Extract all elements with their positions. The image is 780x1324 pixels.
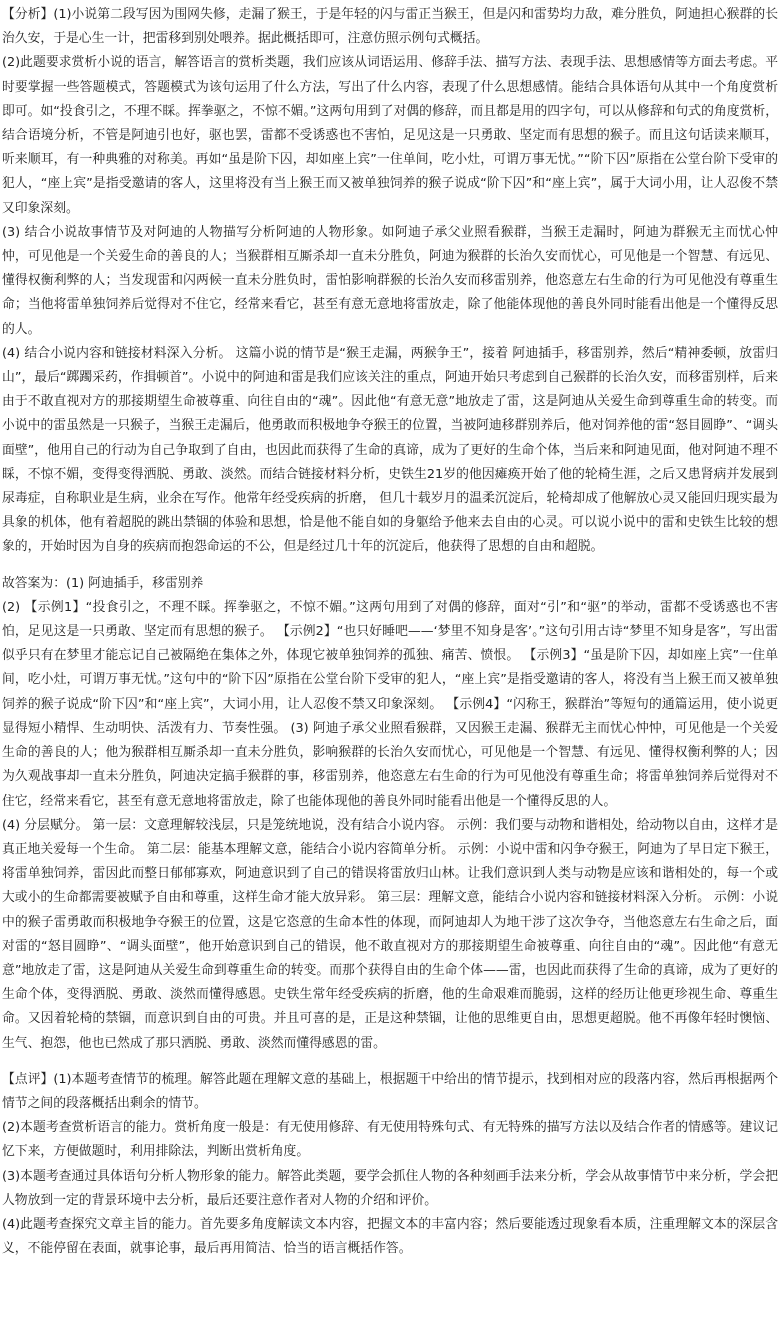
answer-paragraph-1: 故答案为：(1) 阿迪插手，移雷别养 <box>2 575 204 591</box>
analysis-paragraph-2: (2)此题要求赏析小说的语言，解答语言的赏析类题，我们应该从词语运用、修辞手法、描写方法、表现手法、思想感情等方面去考虑。平时要掌握一些答题模式，答题模式为该句运用了什么方法，写出了什么内容，表现了什么思想感情。能结合具体语句从其中一个角度赏析即可。如“投食引之，不理不睬。挥拳驱之，不惊不媚。”这两句用到了对偶的修辞，而且都是用的四字句，可以从修辞和句式的角度赏析，结合语境分析，不管是阿迪引也好，驱也罢，雷都不受诱惑也不害怕，足见这是一只勇敢、坚定而有思想的猴子。而且这句话读来顺耳，听来顺耳，有一种典雅的对称美。再如“虽是阶下囚，却如座上宾”一住单间，吃小灶，可谓万事无忧。”“阶下囚”原指在公堂台阶下受审的犯人，“座上宾”是指受邀请的客人，这里将没有当上猴王而又被单独饲养的猴子说成“阶下囚”和“座上宾”，属于大词小用，让人忍俊不禁又印象深刻。 <box>2 55 778 216</box>
answer-paragraph-2: (2) 【示例1】“投食引之，不理不睬。挥拳驱之，不惊不媚。”这两句用到了对偶的修辞，面对“引”和“驱”的举动，雷都不受诱惑也不害怕，足见这是一只勇敢、坚定而有思想的猴子。 【示例2】“也只好睡吧——‘梦里不知身是客’。”这句引用古诗“梦里不知身是客”，写出雷似乎只有在梦里才能忘记自己被隔绝在集体之外，体现它被单独饲养的孤独、痛苦、愤恨。 【示例3】“虽是阶下囚，却如座上宾”一住单间，吃小灶，可谓万事无忧。”这句中的“阶下囚”原指在公堂台阶下受审的犯人，“座上宾”是指受邀请的客人，将没有当上猴王而又被单独饲养的猴子说成“阶下囚”和“座上宾”，大词小用，让人忍俊不禁又印象深刻。 【示例4】“闪称王，猴群治”等短句的通篇运用，使小说更显得短小精悍、生动明快、活泼有力、节奏性强。 (3) 阿迪子承父业照看猴群，又因猴王走漏、猴群无主而忧心忡忡，可见他是一个关爱生命的善良的人；他为猴群相互厮杀却一直未分胜负，影响猴群的长治久安而忧心，可见他是一个智慧、有远见、懂得权衡利弊的人；因为久观战事却一直未分胜负，阿迪决定搞手猴群的事，移雷别养，他恣意左右生命的行为可见他没有尊重生命；将雷单独饲养后觉得对不住它，经常来看它，甚至有意无意地将雷放走，除了也能体现他的善良外同时能看出他是一个懂得反思的人。 <box>2 599 778 809</box>
analysis-paragraph-4: (4) 结合小说内容和链接材料深入分析。 这篇小说的情节是“猴王走漏，两猴争王”，接着 阿迪插手，移雷别养，然后“精神委顿，放雷归山”，最后“踯躅采药，作揖顿首”。小说中的阿迪和雷是我们应该关注的重点，阿迪开始只考虑到自己猴群的长治久安，而移雷别样，后来由于不敢直视对方的那接期望生命被尊重、向往自由的“魂”。因此他“有意无意”地放走了雷，这是阿迪从关爱生命到尊重生命的转变。而小说中的雷虽然是一只猴子，当猴王走漏后，他勇敢而积极地争夺猴王的位置，当被阿迪移群别养后，他对饲养他的雷“怒目圆睁”、“调头面壁”，他用自己的行动为自己争取到了自由，也因此而获得了生命的真谛，成为了更好的生命个体，当后来和阿迪见面，他对阿迪不理不睬，不惊不媚，变得变得洒脱、勇敢、淡然。而结合链接材料分析，史铁生21岁的他因瘫痪开始了他的轮椅生涯，之后又患肾病并发展到尿毒症，自称职业是生病，业余在写作。他常年经受疾病的折磨， 但几十载岁月的温柔沉淀后，轮椅却成了他解放心灵又能回归现实最为具象的机体，他有着超脱的跳出禁锢的体验和思想，恰是他不能自如的身躯给予他来去自由的心灵。可以说小说中的雷和史铁生比较的想象的，开始时因为自身的疾病而抱怨命运的不公，但是经过几十年的沉淀后，他获得了思想的自由和超脱。 <box>2 345 778 555</box>
comment-paragraph-2: (2)本题考查赏析语言的能力。赏析角度一般是：有无使用修辞、有无使用特殊句式、有无特殊的描写方法以及结合作者的情感等。建议记忆下来，方便做题时，利用排除法，判断出赏析角度。 <box>2 1120 778 1160</box>
comment-section <box>2 1068 778 1262</box>
answer-section <box>2 572 778 1056</box>
analysis-paragraph-3: (3) 结合小说故事情节及对阿迪的人物描写分析阿迪的人物形象。如阿迪子承父业照看猴群，当猴王走漏时，阿迪为群猴无主而忧心忡忡，可见他是一个关爱生命的善良的人；当猴群相互厮杀却一直未分胜负，阿迪为猴群的长治久安而忧心，可见他是一个智慧、有远见、懂得权衡利弊的人；当发现雷和闪两候一直未分胜负时，雷怕影响群猴的长治久安而移雷别养，他恣意左右生命的行为可见他没有尊重生命；当他将雷单独饲养后觉得对不住它，经常来看它，甚至有意无意地将雷放走，除了他能体现他的善良外同时能看出他是一个懂得反思的人。 <box>2 224 778 337</box>
analysis-section <box>2 3 778 560</box>
analysis-paragraph-1: 【分析】(1)小说第二段写因为围网失修，走漏了猴王，于是年轻的闪与雷正当猴王，但是闪和雷势均力敌，难分胜负，阿迪担心猴群的长治久安，于是心生一计，把雷移到别处喂养。据此概括即可，注意仿照示例句式概括。 <box>2 7 778 47</box>
comment-paragraph-1: 【点评】(1)本题考查情节的梳理。解答此题在理解文意的基础上，根据题干中给出的情节提示，找到相对应的段落内容，然后再根据两个情节之间的段落概括出剩余的情节。 <box>2 1071 778 1111</box>
comment-paragraph-3: (3)本题考查通过具体语句分析人物形象的能力。解答此类题，要学会抓住人物的各种刻画手法来分析，学会从故事情节中来分析，学会把人物放到一定的背景环境中去分析，最后还要注意作者对人物的介绍和评价。 <box>2 1168 778 1208</box>
answer-paragraph-3: (4) 分层赋分。 第一层：文意理解较浅层，只是笼统地说，没有结合小说内容。 示例：我们要与动物和谐相处，给动物以自由，这样才是真正地关爱每一个生命。 第二层：能基本理解文意，能结合小说内容简单分析。 示例：小说中雷和闪争夺猴王，阿迪为了早日定下猴王，将雷单独饲养，雷因此而整日郁郁寡欢，阿迪意识到了自己的错误将雷放归山林。让我们意识到人类与动物是应该和谐相处的，每一个或大或小的生命都需要被赋予自由和尊重，这样生命才能大放异彩。 第三层：理解文意，能结合小说内容和链接材料深入分析。 示例：小说中的猴子雷勇敢而积极地争夺猴王的位置，这是它恣意的生命本性的体现，而阿迪却人为地干涉了这次争夺，当他恣意左右生命之后，面对雷的“怒目圆睁”、“调头面壁”，他开始意识到自己的错误，他不敢直视对方的那接期望生命被尊重、向往自由的“魂”。因此他“有意无意”地放走了雷，这是阿迪从关爱生命到尊重生命的转变。而那个获得自由的生命个体——雷，也因此而获得了生命的真谛，成为了更好的生命个体，变得洒脱、勇敢、淡然而懂得感恩。史铁生常年经受疾病的折磨，他的生命艰难而脆弱，这样的经历让他更珍视生命、尊重生命。又因着轮椅的禁锢，而意识到自由的可贵。并且可喜的是，正是这种禁锢，让他的思维更自由，思想更超脱。他不再像年轻时懊恼、生气、抱怨，他也已然成了那只洒脱、勇敢、淡然而懂得感恩的雷。 <box>2 817 778 1051</box>
comment-paragraph-4: (4)此题考查探究文章主旨的能力。首先要多角度解读文本内容，把握文本的丰富内容；然后要能透过现象看本质，注重理解文本的深层含义，不能停留在表面，就事论事，最后再用简洁、恰当的语言概括作答。 <box>2 1216 778 1257</box>
